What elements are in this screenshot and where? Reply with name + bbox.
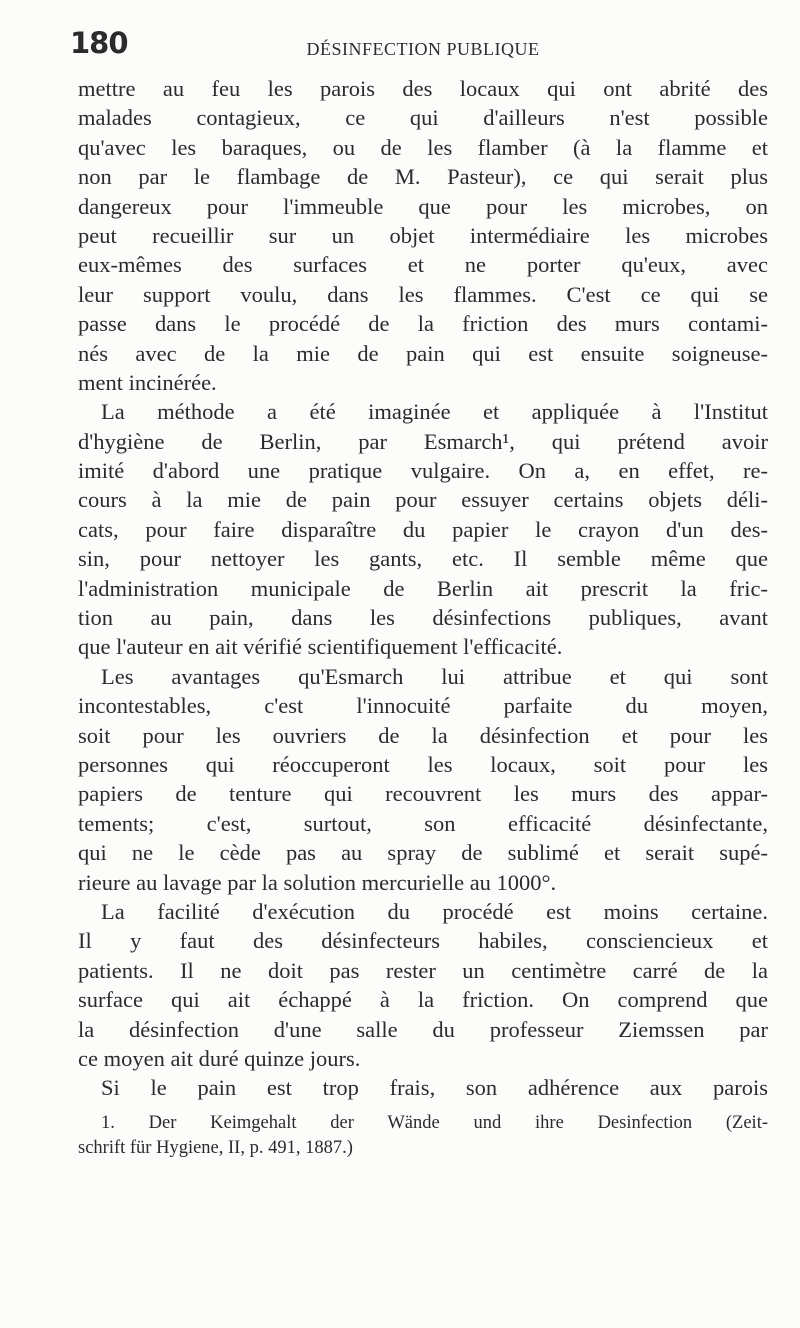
text-line: ce moyen ait duré quinze jours. [78,1045,361,1071]
book-page [70,26,768,1162]
text-line: tements; c'est, surtout, son efficacité désinfectante, [78,810,768,836]
text-line: l'administration municipale de Berlin ait prescrit la fric- [78,575,768,601]
running-head: DÉSINFECTION PUBLIQUE [306,39,540,59]
text-line: peut recueillir sur un objet intermédiaire les microbes [78,222,768,248]
text-line: leur support voulu, dans les flammes. C'est ce qui se [78,281,768,307]
text-line: cats, pour faire disparaître du papier le crayon d'un des- [78,516,768,542]
text-line: incontestables, c'est l'innocuité parfaite du moyen, [78,693,768,719]
footnote-line: schrift für Hygiene, II, p. 491, 1887.) [78,1138,353,1159]
text-line: dangereux pour l'immeuble que pour les microbes, on [78,193,768,219]
text-line: ment incinérée. [78,369,217,395]
page-header [70,26,768,74]
text-line: Il y faut des désinfecteurs habiles, consciencieux et [78,928,768,954]
text-line: nés avec de la mie de pain qui est ensuite soigneuse- [78,340,768,366]
text-line: mettre au feu les parois des locaux qui ont abrité des [78,76,768,101]
text-line: cours à la mie de pain pour essuyer certains objets déli- [78,487,768,513]
text-line: que l'auteur en ait vérifié scientifiquement l'efficacité. [78,634,563,660]
text-line: non par le flambage de M. Pasteur), ce qui serait plus [78,164,768,190]
text-line: Les avantages qu'Esmarch lui attribue et qui sont [101,663,768,689]
text-line: eux-mêmes des surfaces et ne porter qu'eux, avec [78,252,768,278]
text-line: malades contagieux, ce qui d'ailleurs n'est possible [78,105,768,131]
text-line: sin, pour nettoyer les gants, etc. Il semble même que [78,546,768,572]
text-line: soit pour les ouvriers de la désinfection et pour les [78,722,768,748]
text-line: personnes qui réoccuperont les locaux, soit pour les [78,751,768,777]
text-line: tion au pain, dans les désinfections publiques, avant [78,605,768,631]
text-line: d'hygiène de Berlin, par Esmarch¹, qui prétend avoir [78,428,768,454]
text-line: qui ne le cède pas au spray de sublimé et serait supé- [78,840,768,866]
page-number: 180 [70,26,128,60]
footnote-line: 1. Der Keimgehalt der Wände und ihre Desinfection (Zeit- [101,1112,768,1133]
text-line: surface qui ait échappé à la friction. On comprend que [78,987,768,1013]
text-line: passe dans le procédé de la friction des murs contami- [78,311,768,337]
text-line: La facilité d'exécution du procédé est moins certaine. [101,898,768,924]
text-line: patients. Il ne doit pas rester un centimètre carré de la [78,957,768,983]
text-line: qu'avec les baraques, ou de les flamber (à la flamme et [78,134,768,160]
text-line: Si le pain est trop frais, son adhérence aux parois [101,1075,768,1101]
footnotes [78,1111,768,1162]
text-line: imité d'abord une pratique vulgaire. On a, en effet, re- [78,458,768,484]
text-line: papiers de tenture qui recouvrent les murs des appar- [78,781,768,807]
text-line: rieure au lavage par la solution mercurielle au 1000°. [78,869,557,895]
text-line: La méthode a été imaginée et appliquée à l'Institut [101,399,768,425]
text-line: la désinfection d'une salle du professeur Ziemssen par [78,1016,768,1042]
body-text [78,74,768,1103]
